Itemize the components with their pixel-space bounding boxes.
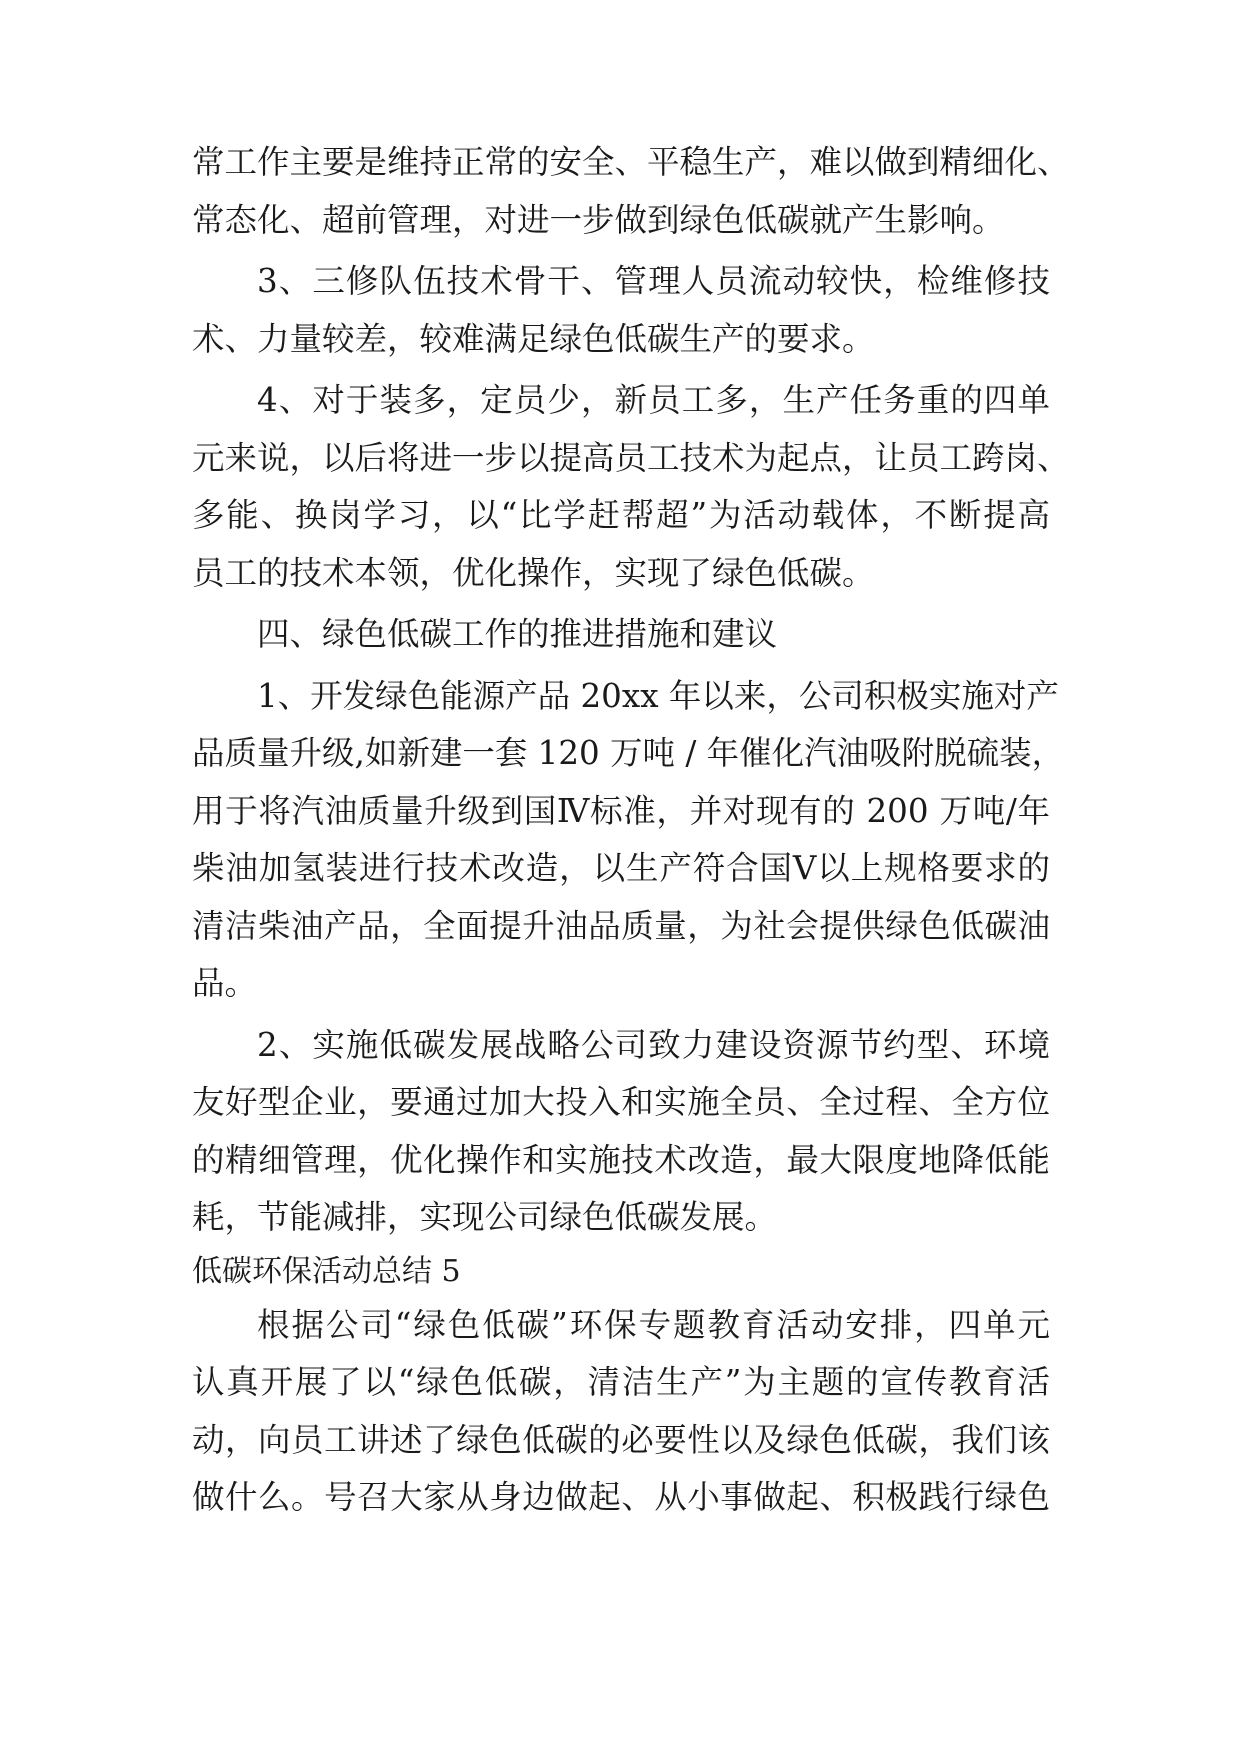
paragraph-line: 动，向员工讲述了绿色低碳的必要性以及绿色低碳，我们该: [192, 1420, 1050, 1459]
paragraph-line: 元来说，以后将进一步以提高员工技术为起点，让员工跨岗、: [192, 438, 1070, 477]
paragraph-line: 多能、换岗学习，以“比学赶帮超”为活动载体，不断提高: [192, 496, 1050, 534]
paragraph-line: 术、力量较差，较难满足绿色低碳生产的要求。: [192, 319, 875, 358]
paragraph-line: 柴油加氢装进行技术改造，以生产符合国Ⅴ以上规格要求的: [192, 849, 1050, 887]
document-body: [192, 134, 1070, 1527]
paragraph-line: 用于将汽油质量升级到国Ⅳ标准，并对现有的 200 万吨/年: [192, 791, 1050, 830]
paragraph-line: 品。: [192, 964, 258, 1002]
paragraph-line: 常工作主要是维持正常的安全、平稳生产，难以做到精细化、: [192, 143, 1070, 181]
section-title: 低碳环保活动总结 5: [192, 1253, 461, 1289]
paragraph-line: 友好型企业，要通过加大投入和实施全员、全过程、全方位: [192, 1083, 1050, 1121]
paragraph-line: 4、对于装多，定员少，新员工多，生产任务重的四单: [257, 381, 1050, 419]
paragraph-line: 清洁柴油产品，全面提升油品质量，为社会提供绿色低碳油: [192, 906, 1050, 945]
paragraph-line: 员工的技术本领，优化操作，实现了绿色低碳。: [192, 553, 875, 592]
paragraph-line: 认真开展了以“绿色低碳，清洁生产”为主题的宣传教育活: [192, 1363, 1050, 1401]
paragraph-line: 3、三修队伍技术骨干、管理人员流动较快，检维修技: [257, 262, 1050, 300]
paragraph-line: 根据公司“绿色低碳”环保专题教育活动安排，四单元: [257, 1305, 1050, 1344]
paragraph-line: 品质量升级,如新建一套 120 万吨 / 年催化汽油吸附脱硫装，: [192, 734, 1065, 772]
paragraph-line: 1、开发绿色能源产品 20xx 年以来，公司积极实施对产: [257, 676, 1059, 715]
paragraph-line: 做什么。号召大家从身边做起、从小事做起、积极践行绿色: [192, 1478, 1050, 1516]
section-heading: 四、绿色低碳工作的推进措施和建议: [257, 615, 778, 653]
paragraph-line: 常态化、超前管理，对进一步做到绿色低碳就产生影响。: [192, 200, 1005, 239]
paragraph-line: 的精细管理，优化操作和实施技术改造，最大限度地降低能: [192, 1140, 1050, 1179]
paragraph-line: 耗，节能减排，实现公司绿色低碳发展。: [192, 1198, 778, 1236]
paragraph-line: 2、实施低碳发展战略公司致力建设资源节约型、环境: [257, 1025, 1050, 1064]
